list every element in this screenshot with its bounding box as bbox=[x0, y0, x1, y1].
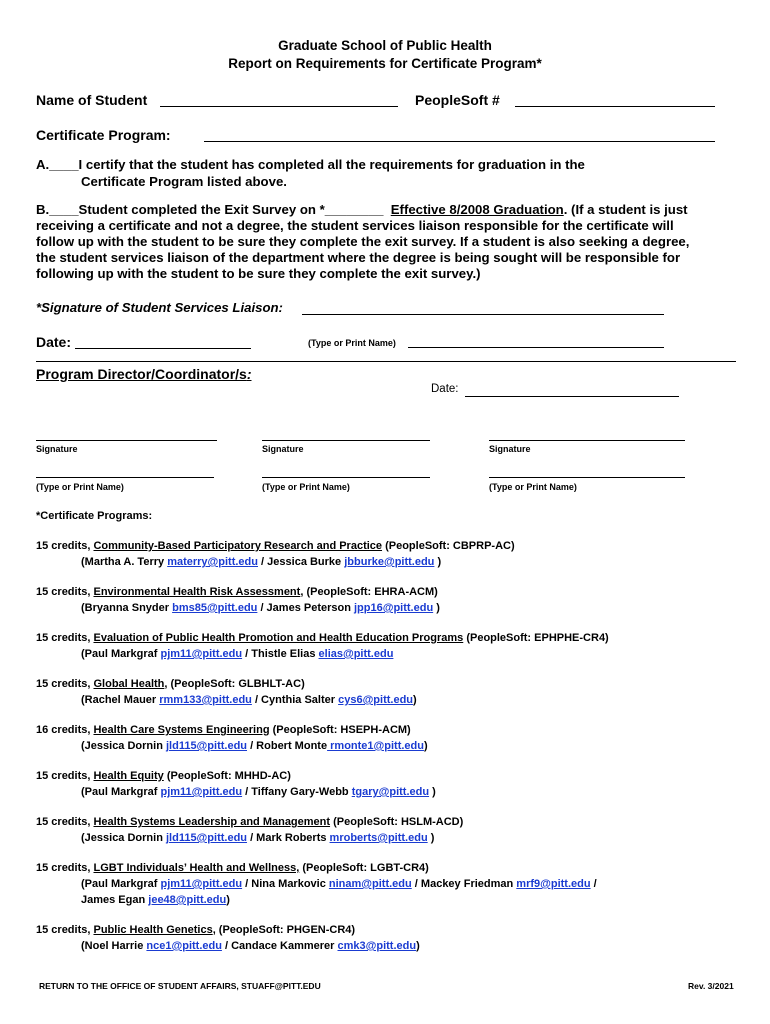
contact-name: (Martha A. Terry bbox=[81, 556, 168, 568]
contact-email-link[interactable]: jpp16@pitt.edu bbox=[354, 602, 434, 614]
program-name: Health Care Systems Engineering bbox=[93, 724, 270, 736]
director-date-field[interactable] bbox=[465, 396, 679, 397]
program-item bbox=[36, 862, 429, 874]
program-code: , (PeopleSoft: PHGEN-CR4) bbox=[212, 924, 356, 936]
program-code: (PeopleSoft: HSLM-ACD) bbox=[330, 816, 464, 828]
contact-email-link[interactable]: pjm11@pitt.edu bbox=[160, 786, 243, 798]
program-contacts bbox=[81, 940, 420, 952]
program-name: Environmental Health Risk Assessment bbox=[93, 586, 301, 598]
footer-revision: Rev. 3/2021 bbox=[688, 981, 734, 991]
effective-date: Effective 8/2008 Graduation bbox=[390, 202, 564, 217]
contact-name: James Egan bbox=[81, 894, 149, 906]
director-signature-field-2[interactable] bbox=[262, 440, 430, 441]
contact-separator: / Cynthia Salter bbox=[251, 694, 339, 706]
program-contacts bbox=[81, 602, 440, 614]
liaison-date-label: Date: bbox=[36, 334, 72, 350]
program-code: (PeopleSoft: MHHD-AC) bbox=[163, 770, 291, 782]
director-date-label: Date: bbox=[431, 383, 459, 395]
contact-name: (Paul Markgraf bbox=[81, 878, 161, 890]
program-name: Health Equity bbox=[93, 770, 164, 782]
contact-name: (Jessica Dornin bbox=[81, 740, 166, 752]
director-print-name-field-1[interactable] bbox=[36, 477, 214, 478]
contact-separator: ) bbox=[434, 556, 442, 568]
program-credits: 15 credits, bbox=[36, 924, 94, 936]
program-name: Health Systems Leadership and Management bbox=[93, 816, 331, 828]
contact-separator: ) bbox=[427, 832, 435, 844]
contact-email-link[interactable]: pjm11@pitt.edu bbox=[160, 648, 243, 660]
program-item bbox=[36, 816, 463, 828]
certify-b-line-4: the student services liaison of the department where the degree is being sought will be responsible for bbox=[36, 250, 681, 265]
section-divider bbox=[36, 361, 736, 362]
program-contacts bbox=[81, 648, 393, 660]
program-item bbox=[36, 540, 515, 552]
certify-b-line-5: following up with the student to be sure they complete the exit survey.) bbox=[36, 266, 481, 281]
program-contacts bbox=[81, 556, 441, 568]
certify-a-checkbox[interactable]: A.____ bbox=[36, 157, 79, 172]
contact-email-link[interactable]: mroberts@pitt.edu bbox=[329, 832, 428, 844]
program-credits: 15 credits, bbox=[36, 540, 94, 552]
certificate-program-field[interactable] bbox=[204, 141, 715, 142]
program-contacts bbox=[81, 694, 417, 706]
contact-email-link[interactable]: jld115@pitt.edu bbox=[165, 740, 248, 752]
contact-email-link[interactable]: mrf9@pitt.edu bbox=[516, 878, 591, 890]
program-credits: 16 credits, bbox=[36, 724, 94, 736]
certify-b-checkbox[interactable]: B.____ bbox=[36, 202, 79, 217]
contact-separator: ) bbox=[429, 786, 436, 798]
program-code: (PeopleSoft: EPHPHE-CR4) bbox=[463, 632, 609, 644]
director-signature-label-1: Signature bbox=[36, 444, 78, 454]
programs-heading: *Certificate Programs: bbox=[36, 510, 153, 522]
certify-b bbox=[36, 202, 688, 217]
certificate-program-label: Certificate Program: bbox=[36, 127, 171, 143]
contact-separator: / Thistle Elias bbox=[242, 648, 319, 660]
contact-separator: ) bbox=[226, 894, 230, 906]
footer-return: RETURN TO THE OFFICE OF STUDENT AFFAIRS, STUAFF@PITT.EDU bbox=[39, 981, 321, 991]
director-print-name-field-3[interactable] bbox=[489, 477, 685, 478]
program-contacts bbox=[81, 894, 230, 906]
director-signature-label-2: Signature bbox=[262, 444, 304, 454]
contact-name: (Bryanna Snyder bbox=[81, 602, 173, 614]
peoplesoft-label: PeopleSoft # bbox=[415, 92, 500, 108]
program-credits: 15 credits, bbox=[36, 586, 94, 598]
contact-separator: / Mackey Friedman bbox=[411, 878, 517, 890]
contact-separator: / bbox=[590, 878, 597, 890]
contact-separator: ) bbox=[433, 602, 440, 614]
contact-separator: / Robert Monte bbox=[247, 740, 328, 752]
program-contacts bbox=[81, 740, 428, 752]
program-credits: 15 credits, bbox=[36, 678, 94, 690]
director-signature-label-3: Signature bbox=[489, 444, 531, 454]
certify-a-text-2: Certificate Program listed above. bbox=[81, 174, 287, 189]
contact-email-link[interactable]: bms85@pitt.edu bbox=[172, 602, 258, 614]
certify-b-text-2: . (If a student is just bbox=[563, 202, 688, 217]
certify-b-line-3: follow up with the student to be sure they complete the exit survey. If a student is also seeking a degree, bbox=[36, 234, 690, 249]
program-contacts bbox=[81, 832, 434, 844]
liaison-signature-label: *Signature of Student Services Liaison: bbox=[36, 300, 283, 315]
page-title: Graduate School of Public Health bbox=[278, 38, 492, 53]
director-print-name-field-2[interactable] bbox=[262, 477, 430, 478]
program-name: Evaluation of Public Health Promotion and Health Education Programs bbox=[93, 632, 464, 644]
certify-a-text: I certify that the student has completed all the requirements for graduation in the bbox=[78, 157, 585, 172]
certify-b-line-2: receiving a certificate and not a degree, the student services liaison responsible for the certificate will bbox=[36, 218, 674, 233]
contact-email-link[interactable]: ninam@pitt.edu bbox=[328, 878, 412, 890]
program-credits: 15 credits, bbox=[36, 862, 94, 874]
program-director-heading-text: Program Director/Coordinator/s bbox=[36, 366, 247, 382]
contact-email-link[interactable]: jbburke@pitt.edu bbox=[344, 556, 435, 568]
program-code: , (PeopleSoft: GLBHLT-AC) bbox=[164, 678, 305, 690]
program-name: Community-Based Participatory Research and Practice bbox=[93, 540, 383, 552]
contact-email-link[interactable]: nce1@pitt.edu bbox=[146, 940, 222, 952]
contact-name: (Paul Markgraf bbox=[81, 648, 161, 660]
liaison-print-name-field[interactable] bbox=[408, 347, 664, 348]
contact-email-link[interactable]: jld115@pitt.edu bbox=[165, 832, 248, 844]
program-credits: 15 credits, bbox=[36, 816, 94, 828]
program-name: Public Health Genetics bbox=[93, 924, 213, 936]
program-contacts bbox=[81, 878, 597, 890]
contact-separator: / Tiffany Gary-Webb bbox=[242, 786, 352, 798]
certify-a bbox=[36, 157, 585, 172]
director-print-name-label-3: (Type or Print Name) bbox=[489, 482, 577, 492]
contact-email-link[interactable]: jee48@pitt.edu bbox=[148, 894, 227, 906]
director-signature-field-1[interactable] bbox=[36, 440, 217, 441]
contact-separator: ) bbox=[423, 740, 428, 752]
contact-separator: / Jessica Burke bbox=[258, 556, 345, 568]
contact-email-link[interactable]: rmm133@pitt.edu bbox=[159, 694, 252, 706]
contact-email-link[interactable]: tgary@pitt.edu bbox=[351, 786, 430, 798]
contact-separator: ) bbox=[413, 694, 417, 706]
liaison-print-name-label: (Type or Print Name) bbox=[308, 338, 396, 348]
contact-email-link[interactable]: cys6@pitt.edu bbox=[338, 694, 414, 706]
contact-separator: ) bbox=[416, 940, 420, 952]
program-item bbox=[36, 924, 355, 936]
contact-email-link[interactable]: cmk3@pitt.edu bbox=[337, 940, 417, 952]
certify-b-text: Student completed the Exit Survey on *________ bbox=[78, 202, 384, 217]
program-item bbox=[36, 770, 291, 782]
liaison-date-field[interactable] bbox=[75, 348, 251, 349]
contact-name: (Rachel Mauer bbox=[81, 694, 160, 706]
liaison-signature-field[interactable] bbox=[302, 314, 664, 315]
student-name-label: Name of Student bbox=[36, 92, 148, 108]
contact-separator: / Candace Kammerer bbox=[221, 940, 338, 952]
program-name: Global Health bbox=[93, 678, 165, 690]
program-contacts bbox=[81, 786, 436, 798]
director-print-name-label-2: (Type or Print Name) bbox=[262, 482, 350, 492]
peoplesoft-field[interactable] bbox=[515, 106, 715, 107]
contact-name: (Jessica Dornin bbox=[81, 832, 166, 844]
contact-email-link[interactable]: rmonte1@pitt.edu bbox=[327, 740, 424, 752]
contact-email-link[interactable]: pjm11@pitt.edu bbox=[160, 878, 243, 890]
program-director-heading-colon: : bbox=[246, 366, 252, 382]
program-credits: 15 credits, bbox=[36, 770, 94, 782]
contact-separator: / James Peterson bbox=[257, 602, 354, 614]
program-name: LGBT Individuals’ Health and Wellness, bbox=[93, 862, 300, 874]
director-print-name-label-1: (Type or Print Name) bbox=[36, 482, 124, 492]
program-item bbox=[36, 724, 411, 736]
page-subtitle: Report on Requirements for Certificate Program* bbox=[228, 56, 542, 71]
contact-name: (Noel Harrie bbox=[81, 940, 147, 952]
program-code: (PeopleSoft: HSEPH-ACM) bbox=[269, 724, 411, 736]
contact-name: (Paul Markgraf bbox=[81, 786, 161, 798]
contact-separator: / Mark Roberts bbox=[247, 832, 330, 844]
program-code: , (PeopleSoft: EHRA-ACM) bbox=[300, 586, 438, 598]
director-signature-field-3[interactable] bbox=[489, 440, 685, 441]
program-item bbox=[36, 678, 305, 690]
program-code: (PeopleSoft: LGBT-CR4) bbox=[299, 862, 429, 874]
program-credits: 15 credits, bbox=[36, 632, 94, 644]
student-name-field[interactable] bbox=[160, 106, 398, 107]
program-director-heading bbox=[36, 366, 252, 382]
contact-email-link[interactable]: materry@pitt.edu bbox=[167, 556, 258, 568]
contact-separator: / Nina Markovic bbox=[242, 878, 329, 890]
program-item bbox=[36, 586, 438, 598]
program-item bbox=[36, 632, 609, 644]
program-code: (PeopleSoft: CBPRP-AC) bbox=[382, 540, 515, 552]
contact-email-link[interactable]: elias@pitt.edu bbox=[318, 648, 394, 660]
